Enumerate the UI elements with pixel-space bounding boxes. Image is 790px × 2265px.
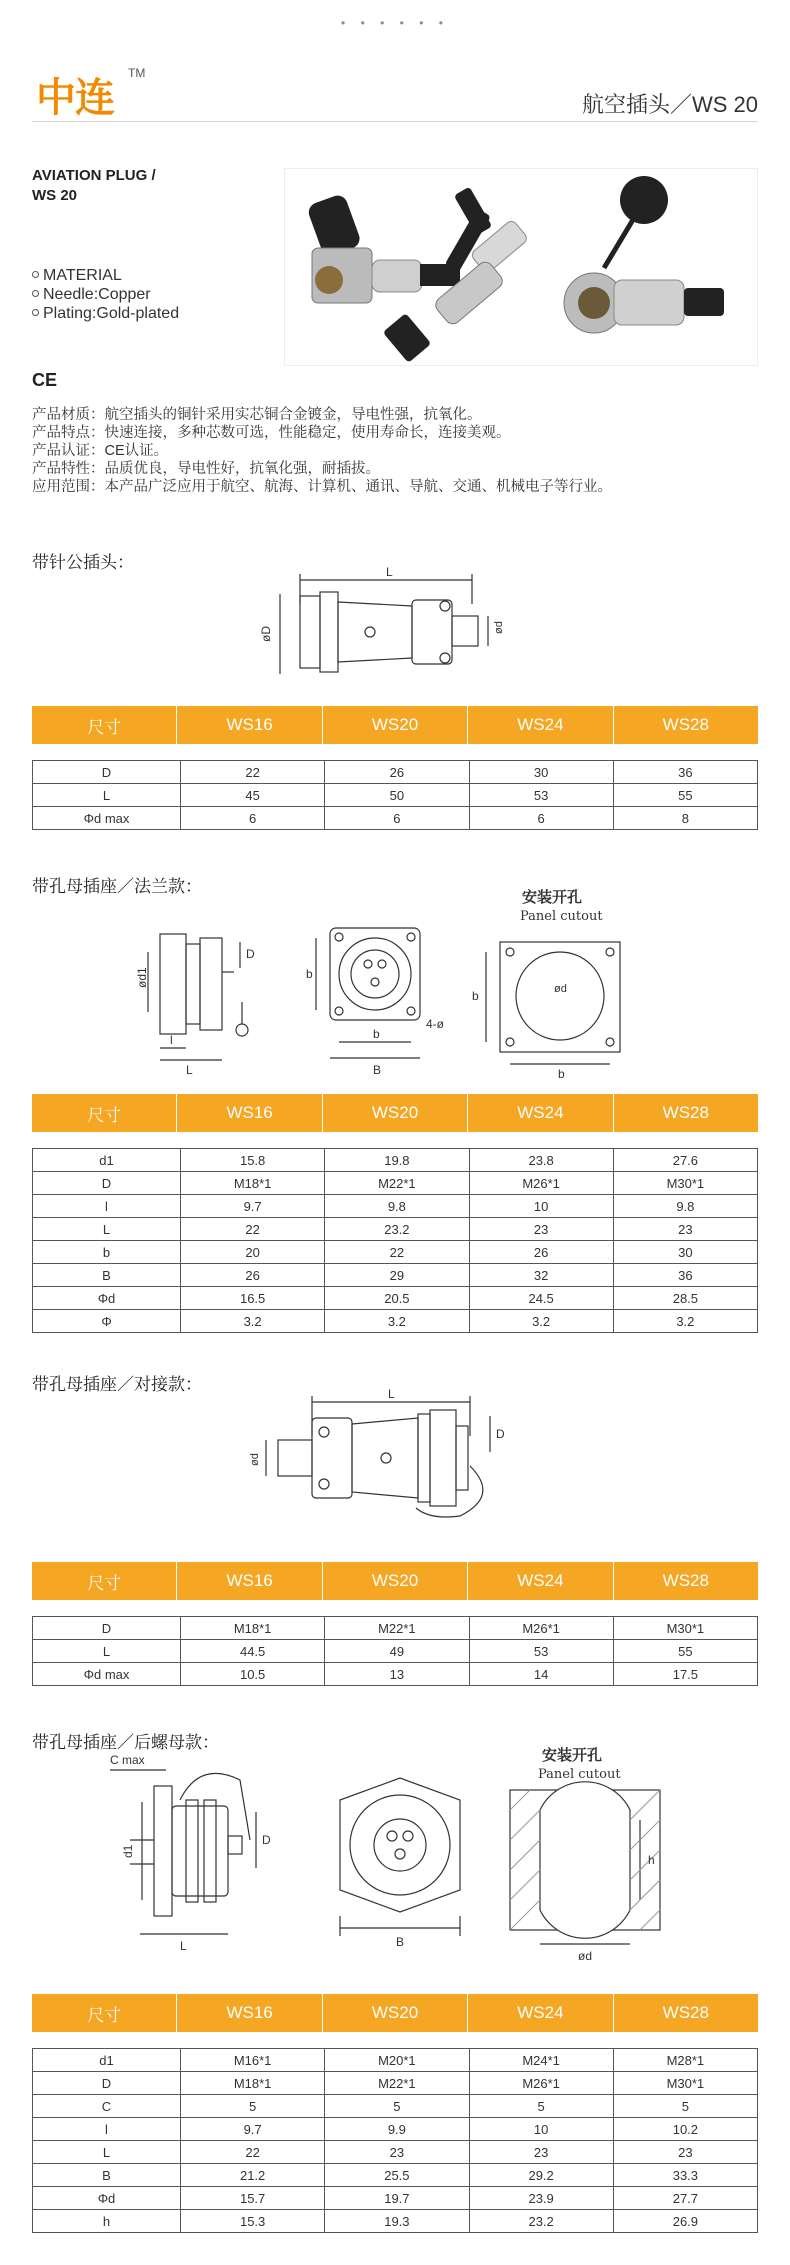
value-cell: 23 xyxy=(325,2141,469,2164)
header-cell: 尺寸 xyxy=(32,1994,177,2032)
product-title xyxy=(32,166,156,206)
row-label-cell: h xyxy=(33,2210,181,2233)
table-row xyxy=(33,784,758,807)
header-cell: WS20 xyxy=(323,1094,468,1132)
row-label-cell: L xyxy=(33,784,181,807)
value-cell: 5 xyxy=(181,2095,325,2118)
value-cell: 24.5 xyxy=(469,1287,613,1310)
product-title-line2: WS 20 xyxy=(32,187,78,204)
desc-line: 产品特性：品质优良，导电性好，抗氧化强，耐插拔。 xyxy=(32,461,380,477)
header-cell: WS20 xyxy=(323,1562,468,1600)
dim-D-label: D xyxy=(496,1427,505,1441)
row-label-cell: d1 xyxy=(33,1149,181,1172)
row-label-cell: L xyxy=(33,1640,181,1663)
bullet-icon xyxy=(32,309,39,316)
value-cell: 10 xyxy=(469,1195,613,1218)
value-cell: 6 xyxy=(469,807,613,830)
cutout-h-label: h xyxy=(648,1853,655,1867)
dim-d-label: ød xyxy=(249,1453,261,1466)
table-row xyxy=(33,2095,758,2118)
value-cell: 10.2 xyxy=(613,2118,757,2141)
value-cell: M26*1 xyxy=(469,1172,613,1195)
value-cell: 23.2 xyxy=(469,2210,613,2233)
row-label-cell: Φd xyxy=(33,2187,181,2210)
page-header xyxy=(32,60,758,122)
header-cell: 尺寸 xyxy=(32,1094,177,1132)
value-cell: 5 xyxy=(469,2095,613,2118)
header-cell: WS16 xyxy=(177,706,322,744)
header-cell: WS16 xyxy=(177,1094,322,1132)
spec-table-header xyxy=(32,1562,758,1600)
value-cell: M26*1 xyxy=(469,2072,613,2095)
row-label-cell: L xyxy=(33,2141,181,2164)
value-cell: 50 xyxy=(325,784,469,807)
value-cell: M18*1 xyxy=(181,2072,325,2095)
value-cell: 19.3 xyxy=(325,2210,469,2233)
value-cell: 22 xyxy=(181,1218,325,1241)
cutout-title-en: Panel cutout xyxy=(520,909,603,924)
dim-l-label: l xyxy=(170,1033,173,1047)
dim-b-label: b xyxy=(373,1027,380,1041)
table-row xyxy=(33,2164,758,2187)
value-cell: 36 xyxy=(613,761,757,784)
value-cell: 23 xyxy=(469,2141,613,2164)
cutout-d-label: ød xyxy=(554,983,567,995)
value-cell: 55 xyxy=(613,784,757,807)
cutout-title-cn: 安装开孔 xyxy=(542,1747,603,1764)
value-cell: 9.7 xyxy=(181,1195,325,1218)
cutout-title-en: Panel cutout xyxy=(538,1767,621,1782)
value-cell: 21.2 xyxy=(181,2164,325,2187)
flange-socket-drawing xyxy=(130,882,710,1082)
product-photo xyxy=(284,168,758,366)
dim-D-label: D xyxy=(246,947,255,961)
table-row xyxy=(33,1172,758,1195)
page-dots: • • • • • • xyxy=(341,16,449,30)
material-item: MATERIAL xyxy=(32,266,179,285)
dim-B-label: B xyxy=(373,1063,382,1077)
value-cell: 9.8 xyxy=(613,1195,757,1218)
docking-socket-drawing xyxy=(240,1376,550,1526)
dim-D-label: øD xyxy=(259,626,273,642)
value-cell: 23.2 xyxy=(325,1218,469,1241)
value-cell: 23.8 xyxy=(469,1149,613,1172)
header-cell: WS24 xyxy=(468,1994,613,2032)
header-cell: 尺寸 xyxy=(32,706,177,744)
row-label-cell: Φd xyxy=(33,1287,181,1310)
value-cell: M24*1 xyxy=(469,2049,613,2072)
value-cell: 27.6 xyxy=(613,1149,757,1172)
value-cell: 10 xyxy=(469,2118,613,2141)
desc-line: 产品认证：CE认证。 xyxy=(32,443,169,459)
value-cell: M22*1 xyxy=(325,1172,469,1195)
header-cell: WS28 xyxy=(662,715,709,734)
value-cell: 15.7 xyxy=(181,2187,325,2210)
row-label-cell: Φ xyxy=(33,1310,181,1333)
row-label-cell: D xyxy=(33,2072,181,2095)
male-plug-drawing xyxy=(240,564,550,684)
table-row xyxy=(33,2187,758,2210)
dim-L-label: L xyxy=(180,1939,187,1953)
cutout-b-label: b xyxy=(472,989,479,1003)
row-label-cell: Φd max xyxy=(33,807,181,830)
header-cell: WS20 xyxy=(323,706,468,744)
value-cell: M26*1 xyxy=(469,1617,613,1640)
row-label-cell: D xyxy=(33,1617,181,1640)
value-cell: M18*1 xyxy=(181,1617,325,1640)
value-cell: 23 xyxy=(613,2141,757,2164)
section-title-male-plug: 带针公插头： xyxy=(32,553,134,572)
row-label-cell: D xyxy=(33,761,181,784)
spec-table-flange-socket xyxy=(32,1148,758,1333)
value-cell: 9.9 xyxy=(325,2118,469,2141)
value-cell: 29.2 xyxy=(469,2164,613,2187)
value-cell: 5 xyxy=(325,2095,469,2118)
value-cell: M22*1 xyxy=(325,1617,469,1640)
value-cell: 33.3 xyxy=(613,2164,757,2187)
value-cell: 3.2 xyxy=(181,1310,325,1333)
brand-logo: 中连 xyxy=(36,75,114,121)
material-item: Needle:Copper xyxy=(32,285,179,304)
row-label-cell: L xyxy=(33,1218,181,1241)
table-row xyxy=(33,2072,758,2095)
value-cell: 27.7 xyxy=(613,2187,757,2210)
dim-d1-label: d1 xyxy=(121,1844,135,1858)
value-cell: 26 xyxy=(181,1264,325,1287)
page-title: 航空插头／WS 20 xyxy=(581,92,758,117)
value-cell: M28*1 xyxy=(613,2049,757,2072)
section-title-docking-socket: 带孔母插座／对接款： xyxy=(32,1375,202,1394)
spec-table-docking-socket xyxy=(32,1616,758,1686)
dim-b-label: b xyxy=(306,967,313,981)
header-cell: WS24 xyxy=(468,1562,613,1600)
value-cell: 23 xyxy=(613,1218,757,1241)
dim-B-label: B xyxy=(396,1935,405,1949)
dim-L-label: L xyxy=(386,565,393,579)
spec-table-header xyxy=(32,1094,758,1132)
dim-d-label: ød xyxy=(493,621,505,634)
value-cell: 20 xyxy=(181,1241,325,1264)
value-cell: 20.5 xyxy=(325,1287,469,1310)
product-title-line1: AVIATION PLUG / xyxy=(32,167,156,184)
value-cell: 30 xyxy=(613,1241,757,1264)
cutout-d-label: ød xyxy=(578,1949,593,1963)
value-cell: 29 xyxy=(325,1264,469,1287)
value-cell: M30*1 xyxy=(613,1172,757,1195)
value-cell: M30*1 xyxy=(613,2072,757,2095)
value-cell: 13 xyxy=(325,1663,469,1686)
header-cell: WS16 xyxy=(177,1562,322,1600)
table-row xyxy=(33,761,758,784)
table-row xyxy=(33,1640,758,1663)
table-row xyxy=(33,1663,758,1686)
desc-line: 产品特点：快速连接，多种芯数可选，性能稳定，使用寿命长，连接美观。 xyxy=(32,425,511,441)
value-cell: 6 xyxy=(325,807,469,830)
value-cell: 44.5 xyxy=(181,1640,325,1663)
spec-table-male-plug xyxy=(32,760,758,830)
header-cell: WS28 xyxy=(662,2003,709,2022)
value-cell: M22*1 xyxy=(325,2072,469,2095)
value-cell: 8 xyxy=(613,807,757,830)
dim-L-label: L xyxy=(388,1387,395,1401)
row-label-cell: B xyxy=(33,2164,181,2187)
header-cell: WS28 xyxy=(662,1571,709,1590)
value-cell: 14 xyxy=(469,1663,613,1686)
value-cell: 26 xyxy=(325,761,469,784)
product-description xyxy=(32,406,612,496)
value-cell: 19.8 xyxy=(325,1149,469,1172)
table-row xyxy=(33,2210,758,2233)
ce-mark: CE xyxy=(32,370,58,390)
value-cell: M20*1 xyxy=(325,2049,469,2072)
table-row xyxy=(33,2118,758,2141)
header-cell: 尺寸 xyxy=(32,1562,177,1600)
value-cell: M16*1 xyxy=(181,2049,325,2072)
value-cell: 19.7 xyxy=(325,2187,469,2210)
header-cell: WS28 xyxy=(662,1103,709,1122)
table-row xyxy=(33,1218,758,1241)
materials-list xyxy=(32,266,179,323)
table-row xyxy=(33,1617,758,1640)
spec-table-header xyxy=(32,1994,758,2032)
table-row xyxy=(33,1241,758,1264)
header-cell: WS20 xyxy=(323,1994,468,2032)
trademark: TM xyxy=(128,66,146,80)
desc-line: 应用范围：本产品广泛应用于航空、航海、计算机、通讯、导航、交通、机械电子等行业。 xyxy=(32,479,612,495)
value-cell: 25.5 xyxy=(325,2164,469,2187)
value-cell: 16.5 xyxy=(181,1287,325,1310)
material-item: Plating:Gold-plated xyxy=(32,304,179,323)
table-row xyxy=(33,1264,758,1287)
value-cell: 23.9 xyxy=(469,2187,613,2210)
table-row xyxy=(33,1195,758,1218)
row-label-cell: b xyxy=(33,1241,181,1264)
value-cell: 53 xyxy=(469,1640,613,1663)
value-cell: 23 xyxy=(469,1218,613,1241)
bullet-icon xyxy=(32,290,39,297)
dim-D-label: D xyxy=(262,1833,271,1847)
value-cell: 26.9 xyxy=(613,2210,757,2233)
value-cell: M18*1 xyxy=(181,1172,325,1195)
row-label-cell: d1 xyxy=(33,2049,181,2072)
row-label-cell: l xyxy=(33,2118,181,2141)
value-cell: 9.8 xyxy=(325,1195,469,1218)
table-row xyxy=(33,1310,758,1333)
value-cell: 15.8 xyxy=(181,1149,325,1172)
value-cell: 3.2 xyxy=(613,1310,757,1333)
header-cell: WS24 xyxy=(468,706,613,744)
dim-d1-label: ød1 xyxy=(135,967,149,988)
value-cell: 30 xyxy=(469,761,613,784)
value-cell: 28.5 xyxy=(613,1287,757,1310)
section-title-flange-socket: 带孔母插座／法兰款： xyxy=(32,877,202,896)
row-label-cell: l xyxy=(33,1195,181,1218)
table-row xyxy=(33,2049,758,2072)
desc-line: 产品材质：航空插头的铜针采用实芯铜合金镀金，导电性强，抗氧化。 xyxy=(32,407,482,423)
header-cell: WS24 xyxy=(468,1094,613,1132)
value-cell: 55 xyxy=(613,1640,757,1663)
table-row xyxy=(33,1287,758,1310)
value-cell: 9.7 xyxy=(181,2118,325,2141)
cutout-title-cn: 安装开孔 xyxy=(522,889,583,906)
value-cell: 3.2 xyxy=(469,1310,613,1333)
spec-table-rear-nut-socket xyxy=(32,2048,758,2233)
value-cell: 53 xyxy=(469,784,613,807)
value-cell: 22 xyxy=(181,2141,325,2164)
value-cell: 32 xyxy=(469,1264,613,1287)
bullet-icon xyxy=(32,271,39,278)
value-cell: 36 xyxy=(613,1264,757,1287)
row-label-cell: B xyxy=(33,1264,181,1287)
value-cell: 26 xyxy=(469,1241,613,1264)
hole-label: 4-ø xyxy=(426,1017,444,1031)
row-label-cell: D xyxy=(33,1172,181,1195)
section-title-rear-nut-socket: 带孔母插座／后螺母款： xyxy=(32,1733,219,1752)
rear-nut-socket-drawing xyxy=(90,1740,690,1970)
cutout-b-label: b xyxy=(558,1067,565,1081)
value-cell: 3.2 xyxy=(325,1310,469,1333)
table-row xyxy=(33,1149,758,1172)
value-cell: 45 xyxy=(181,784,325,807)
value-cell: 6 xyxy=(181,807,325,830)
row-label-cell: Φd max xyxy=(33,1663,181,1686)
value-cell: M30*1 xyxy=(613,1617,757,1640)
value-cell: 5 xyxy=(613,2095,757,2118)
table-row xyxy=(33,2141,758,2164)
value-cell: 22 xyxy=(181,761,325,784)
row-label-cell: C xyxy=(33,2095,181,2118)
dim-C-label: C max xyxy=(110,1753,145,1767)
value-cell: 22 xyxy=(325,1241,469,1264)
spec-table-header xyxy=(32,706,758,744)
value-cell: 10.5 xyxy=(181,1663,325,1686)
dim-L-label: L xyxy=(186,1063,193,1077)
value-cell: 17.5 xyxy=(613,1663,757,1686)
value-cell: 15.3 xyxy=(181,2210,325,2233)
table-row xyxy=(33,807,758,830)
value-cell: 49 xyxy=(325,1640,469,1663)
header-cell: WS16 xyxy=(177,1994,322,2032)
